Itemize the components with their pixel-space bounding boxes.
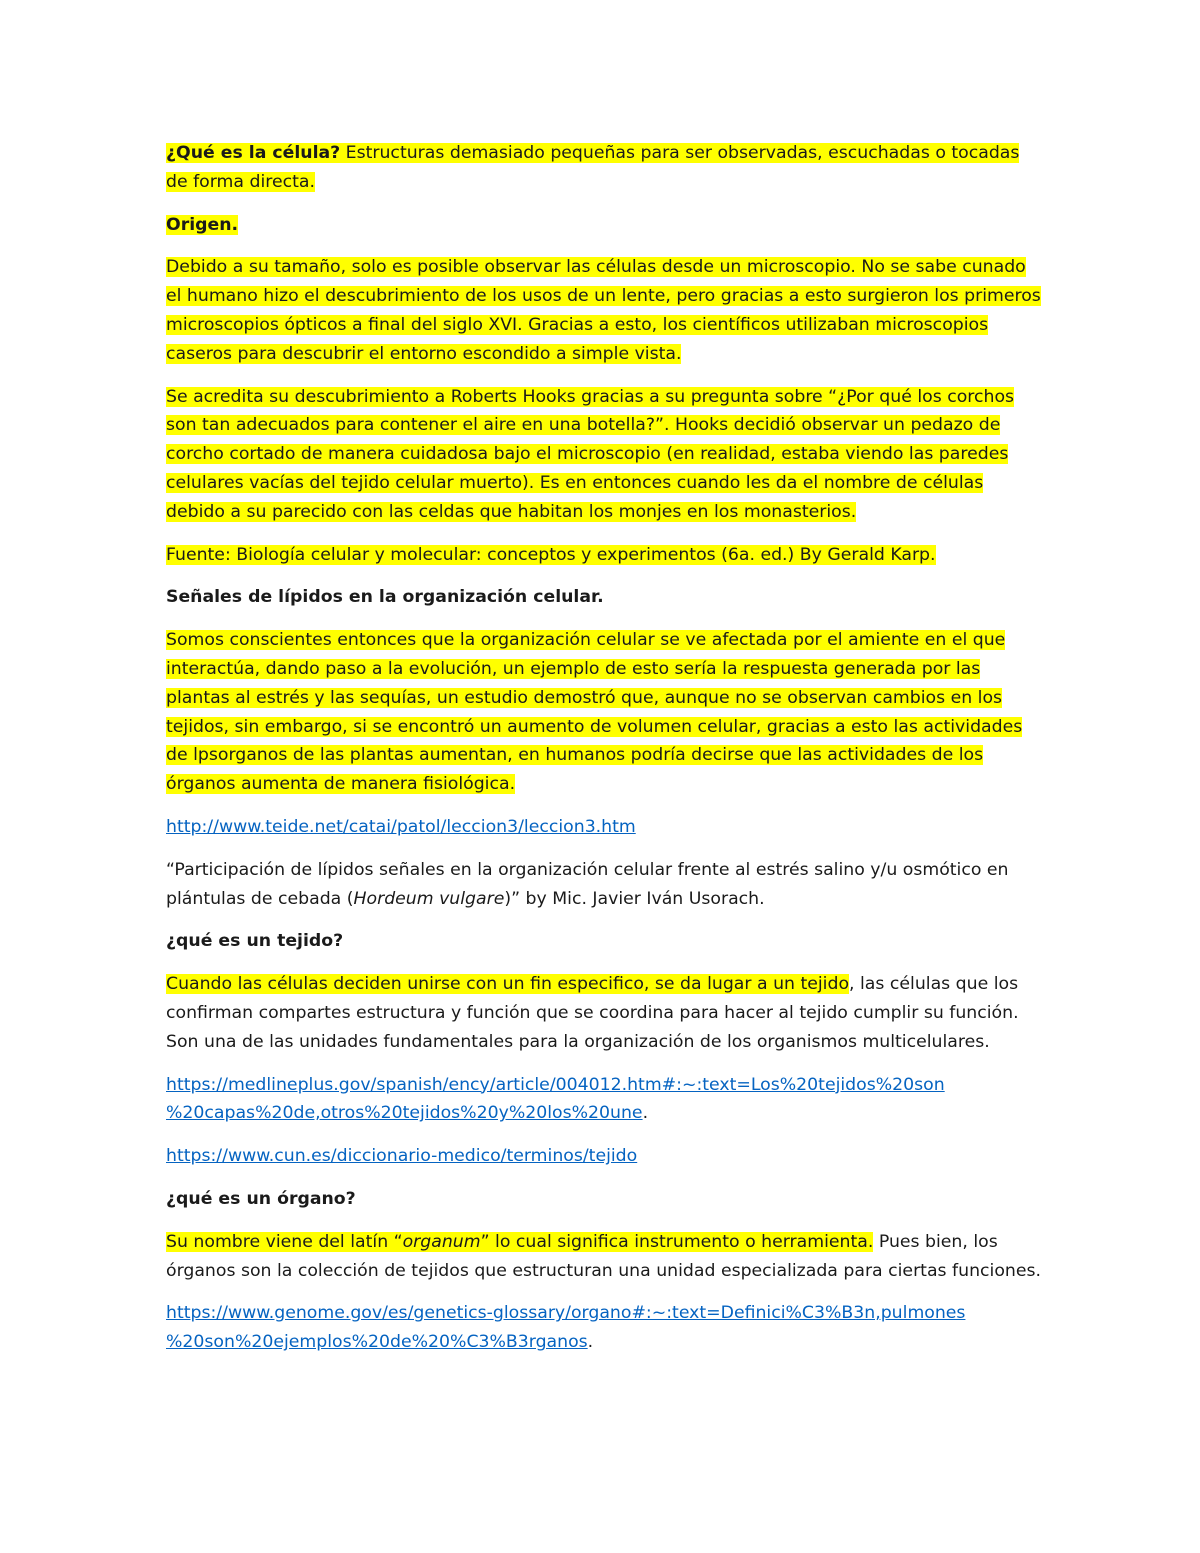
tissue-highlight: Cuando las células deciden unirse con un fin especifico, se da lugar a un tejido xyxy=(166,974,850,995)
origin-heading: Origen. xyxy=(166,214,239,235)
origin-text-1: Debido a su tamaño, solo es posible observar las células desde un microscopio. No se sabe cunado el humano hizo el descubrimiento de los usos de un lente, pero gracias a esto surgieron los primeros microscopios ópticos a final del siglo XVI. Gracias a esto, los científicos utilizaban microscopios caseros para descubrir el entorno escondido a simple vista. xyxy=(166,257,1041,364)
citation-text-after: )” by Mic. Javier Iván Usorach. xyxy=(504,888,765,909)
origin-heading-highlight xyxy=(166,215,238,235)
organ-paragraph xyxy=(166,1228,1046,1286)
organ-link-paragraph xyxy=(166,1299,1046,1357)
origin-paragraph-2 xyxy=(166,383,1046,527)
cun-link[interactable]: https://www.cun.es/diccionario-medico/terminos/tejido xyxy=(166,1146,638,1167)
lipids-heading: Señales de lípidos en la organización celular. xyxy=(166,587,604,608)
genome-link[interactable] xyxy=(166,1303,965,1352)
origin-source-paragraph xyxy=(166,541,1046,570)
genome-link-line1: https://www.genome.gov/es/genetics-glossary/organo#:~:text=Definici%C3%B3n,pulmones xyxy=(166,1303,966,1324)
lipids-link-paragraph xyxy=(166,813,1046,842)
document-page xyxy=(166,139,1046,1371)
lipids-heading-paragraph xyxy=(166,583,1046,612)
organ-heading-paragraph xyxy=(166,1185,1046,1214)
tissue-heading-paragraph xyxy=(166,927,1046,956)
tissue-heading: ¿qué es un tejido? xyxy=(166,931,344,952)
organ-highlight xyxy=(166,1232,873,1252)
cell-definition-paragraph xyxy=(166,139,1046,197)
citation-text-before: “Participación de lípidos señales en la organización celular frente al estrés salino y/u osmótico en plántulas de cebada ( xyxy=(166,859,1009,909)
organ-latin-italic: organum xyxy=(402,1231,481,1252)
origin-paragraph-1 xyxy=(166,253,1046,368)
genome-link-line2: %20son%20ejemplos%20de%20%C3%B3rganos xyxy=(166,1332,588,1353)
organ-highlight-before: Su nombre viene del latín “ xyxy=(166,1231,403,1252)
medlineplus-link[interactable] xyxy=(166,1075,945,1124)
tissue-text: , las células que los confirman compartes estructura y función que se coordina para hacer al tejido cumplir su función. Son una de las unidades fundamentales para la organización de los organismos multicelulares. xyxy=(166,974,1019,1052)
medlineplus-link-line1: https://medlineplus.gov/spanish/ency/article/004012.htm#:~:text=Los%20tejidos%20son xyxy=(166,1074,945,1095)
lipids-citation-paragraph xyxy=(166,856,1046,914)
origin-text-2: Se acredita su descubrimiento a Roberts Hooks gracias a su pregunta sobre “¿Por qué los corchos son tan adecuados para contener el aire en una botella?”. Hooks decidió observar un pedazo de corcho cortado de manera cuidadosa bajo el microscopio (en realidad, estaba viendo las paredes celulares vacías del tejido celular muerto). Es en entonces cuando les da el nombre de células debido a su parecido con las celdas que habitan los monjes en los monasterios. xyxy=(166,386,1015,522)
tissue-link2-paragraph xyxy=(166,1142,1046,1171)
tissue-link1-paragraph xyxy=(166,1071,1046,1129)
organ-highlight-after: ” lo cual significa instrumento o herramienta. xyxy=(480,1231,874,1252)
genome-link-period: . xyxy=(587,1332,594,1353)
medlineplus-link-line2: %20capas%20de,otros%20tejidos%20y%20los%20une xyxy=(166,1103,643,1124)
origin-source: Fuente: Biología celular y molecular: conceptos y experimentos (6a. ed.) By Gerald Karp. xyxy=(166,544,936,565)
tissue-paragraph xyxy=(166,970,1046,1056)
organ-heading: ¿qué es un órgano? xyxy=(166,1188,356,1209)
lipids-text: Somos conscientes entonces que la organización celular se ve afectada por el amiente en el que interactúa, dando paso a la evolución, un ejemplo de esto sería la respuesta generada por las plantas al estrés y las sequías, un estudio demostró que, aunque no se observan cambios en los tejidos, sin embargo, si se encontró un aumento de volumen celular, gracias a esto las actividades de lpsorganos de las plantas aumentan, en humanos podría decirse que las actividades de los órganos aumenta de manera fisiológica. xyxy=(166,630,1023,795)
cell-definition-text: Estructuras demasiado pequeñas para ser observadas, escuchadas o tocadas de forma directa. xyxy=(166,143,1020,192)
cell-definition-highlight xyxy=(166,143,1019,192)
citation-species-italic: Hordeum vulgare xyxy=(353,888,505,909)
cell-question-heading: ¿Qué es la célula? xyxy=(166,143,341,163)
lipids-paragraph xyxy=(166,626,1046,799)
teide-link[interactable]: http://www.teide.net/catai/patol/leccion3/leccion3.htm xyxy=(166,816,636,837)
origin-heading-paragraph xyxy=(166,211,1046,240)
medlineplus-link-period: . xyxy=(642,1103,649,1124)
organ-text: Pues bien, los órganos son la colección de tejidos que estructuran una unidad especializada para ciertas funciones. xyxy=(166,1231,1041,1281)
